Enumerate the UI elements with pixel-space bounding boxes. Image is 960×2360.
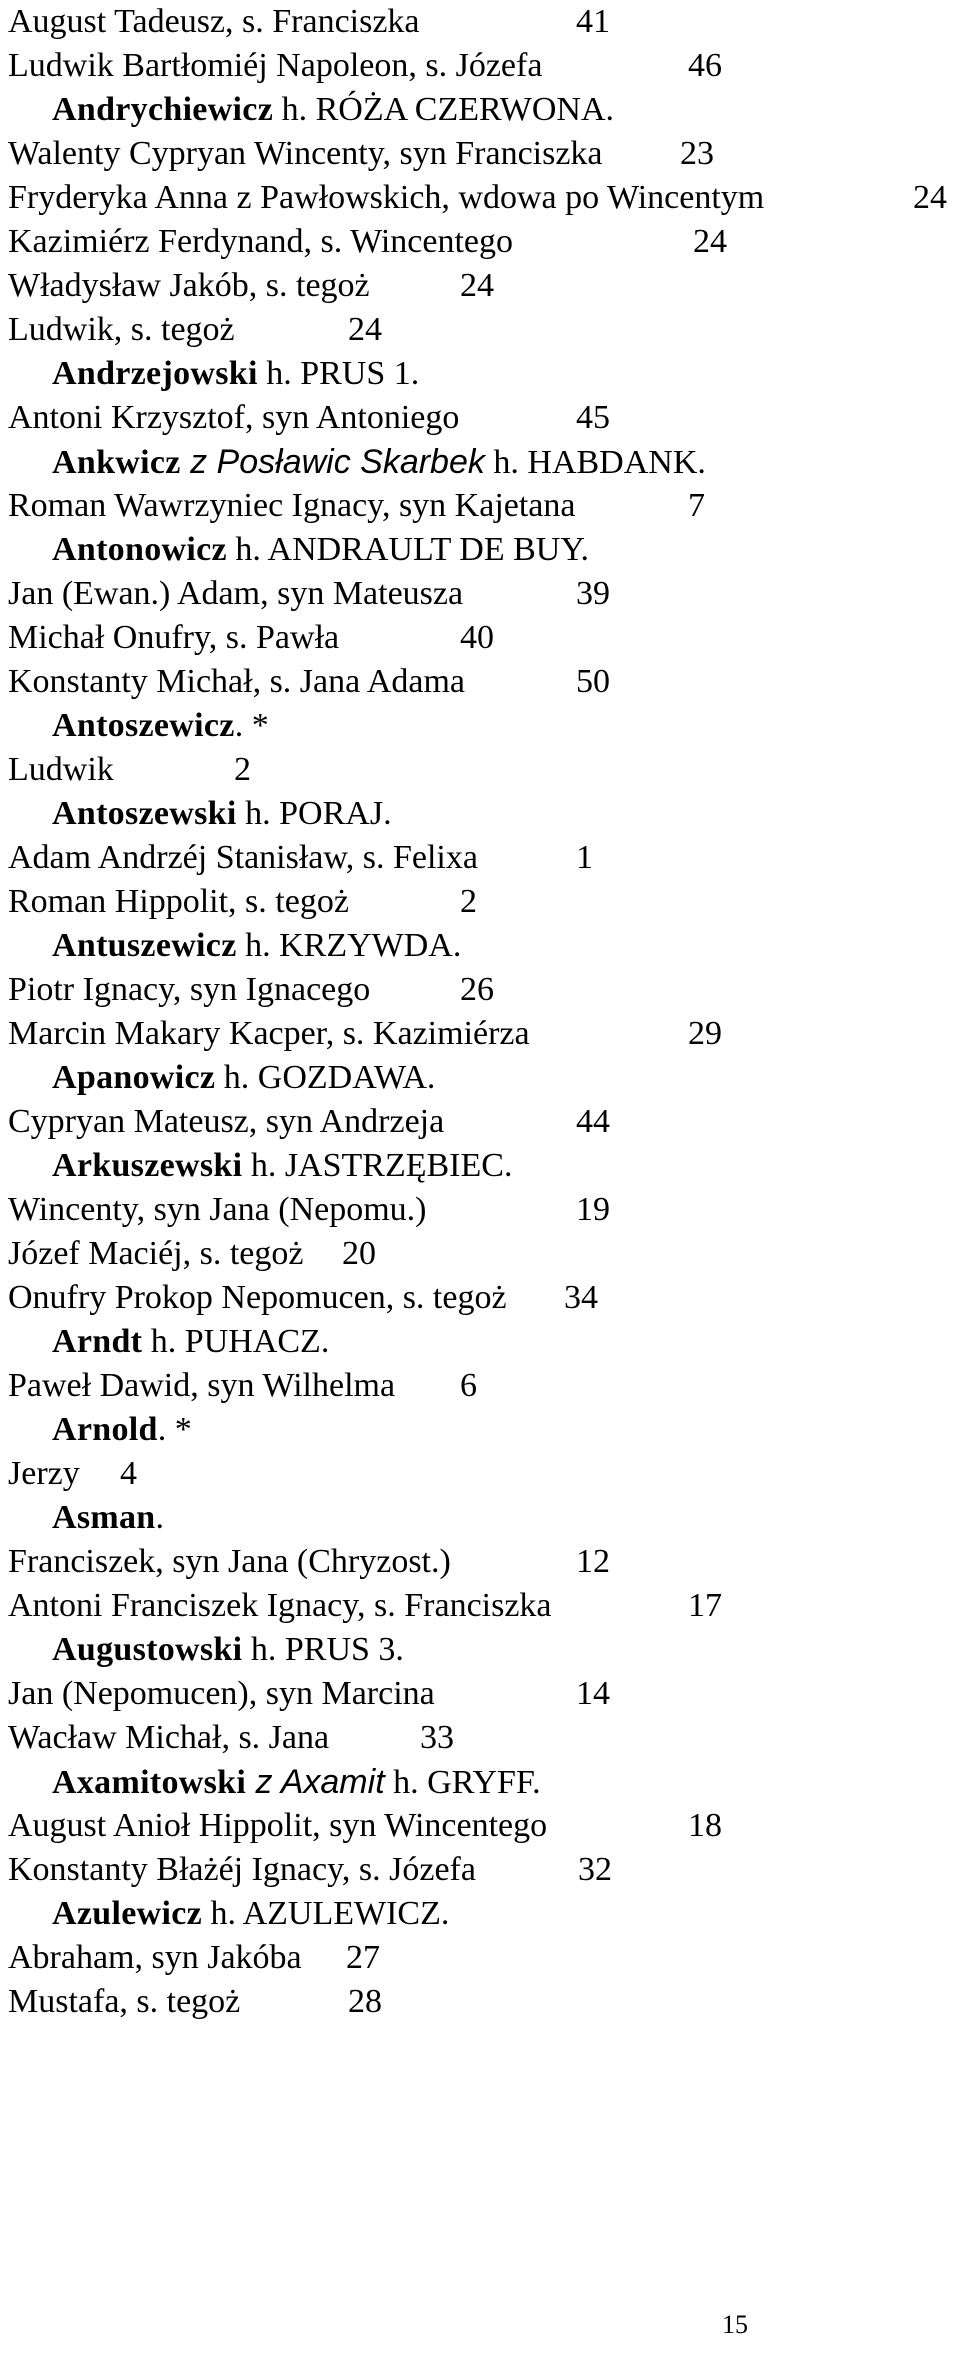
- person-age: 2: [460, 883, 477, 920]
- person-age: 50: [576, 663, 610, 700]
- person-name: Ludwik: [8, 751, 114, 788]
- person-name: Jan (Ewan.) Adam, syn Mateusza: [8, 575, 464, 612]
- person-age: 41: [576, 3, 610, 40]
- person-name: Roman Wawrzyniec Ignacy, syn Kajetana: [8, 487, 576, 524]
- family-surname: Azulewicz: [52, 1895, 202, 1932]
- family-alias: z Posławic Skarbek: [180, 443, 485, 481]
- person-age: 46: [688, 47, 722, 84]
- heading-suffix: . *: [234, 707, 269, 744]
- person-name: Michał Onufry, s. Pawła: [8, 619, 340, 656]
- family-surname: Antuszewicz: [52, 927, 237, 964]
- person-name: Władysław Jakób, s. tegoż: [8, 267, 370, 304]
- person-name: Paweł Dawid, syn Wilhelma: [8, 1367, 396, 1404]
- family-heading: [52, 704, 960, 748]
- person-age: 17: [688, 1587, 722, 1624]
- coat-of-arms: h. HABDANK.: [484, 444, 706, 481]
- person-name: Fryderyka Anna z Pawłowskich, wdowa po Wincentym: [8, 179, 765, 216]
- person-name: August Anioł Hippolit, syn Wincentego: [8, 1807, 548, 1844]
- family-alias: z Axamit: [246, 1763, 385, 1801]
- person-name: Onufry Prokop Nepomucen, s. tegoż: [8, 1279, 507, 1316]
- person-name: Ludwik Bartłomiéj Napoleon, s. Józefa: [8, 47, 543, 84]
- family-heading: [52, 1320, 960, 1364]
- family-heading: [52, 1144, 960, 1188]
- coat-of-arms: h. ANDRAULT DE BUY.: [226, 531, 589, 568]
- person-name: Józef Maciéj, s. tegoż: [8, 1235, 304, 1272]
- heading-suffix: . *: [157, 1411, 192, 1448]
- family-heading: [52, 792, 960, 836]
- person-name: August Tadeusz, s. Franciszka: [8, 3, 420, 40]
- family-surname: Antoszewicz: [52, 707, 235, 744]
- person-name: Franciszek, syn Jana (Chryzost.): [8, 1543, 451, 1580]
- person-name: Marcin Makary Kacper, s. Kazimiérza: [8, 1015, 530, 1052]
- person-age: 24: [460, 267, 494, 304]
- family-surname: Arkuszewski: [52, 1147, 243, 1184]
- person-name: Jerzy: [8, 1455, 80, 1492]
- family-surname: Asman: [52, 1499, 156, 1536]
- family-heading: [52, 1408, 960, 1452]
- person-name: Kazimiérz Ferdynand, s. Wincentego: [8, 223, 514, 260]
- coat-of-arms: h. AZULEWICZ.: [201, 1895, 450, 1932]
- coat-of-arms: h. JASTRZĘBIEC.: [242, 1147, 513, 1184]
- person-name: Walenty Cypryan Wincenty, syn Franciszka: [8, 135, 603, 172]
- person-age: 18: [688, 1807, 722, 1844]
- family-surname: Andrzejowski: [52, 355, 258, 392]
- person-age: 2: [234, 751, 251, 788]
- person-name: Wincenty, syn Jana (Nepomu.): [8, 1191, 427, 1228]
- person-name: Wacław Michał, s. Jana: [8, 1719, 330, 1756]
- person-age: 6: [460, 1367, 477, 1404]
- family-heading: [52, 352, 960, 396]
- person-age: 28: [348, 1983, 382, 2020]
- person-age: 34: [564, 1279, 598, 1316]
- person-age: 27: [346, 1939, 380, 1976]
- person-age: 40: [460, 619, 494, 656]
- family-heading: [52, 1760, 960, 1805]
- coat-of-arms: h. GRYFF.: [384, 1764, 541, 1801]
- person-age: 39: [576, 575, 610, 612]
- person-age: 19: [576, 1191, 610, 1228]
- coat-of-arms: h. PRUS 1.: [257, 355, 420, 392]
- family-heading: [52, 924, 960, 968]
- family-surname: Arnold: [52, 1411, 158, 1448]
- person-name: Antoni Krzysztof, syn Antoniego: [8, 399, 460, 436]
- person-age: 24: [913, 179, 947, 216]
- person-age: 23: [680, 135, 714, 172]
- family-heading: [52, 1892, 960, 1936]
- person-age: 1: [576, 839, 593, 876]
- person-age: 32: [578, 1851, 612, 1888]
- coat-of-arms: h. GOZDAWA.: [215, 1059, 436, 1096]
- person-name: Adam Andrzéj Stanisław, s. Felixa: [8, 839, 478, 876]
- family-surname: Apanowicz: [52, 1059, 216, 1096]
- coat-of-arms: h. PUHACZ.: [142, 1323, 330, 1360]
- person-age: 4: [120, 1455, 137, 1492]
- family-heading: [52, 1056, 960, 1100]
- coat-of-arms: h. RÓŻA CZERWONA.: [273, 91, 615, 128]
- family-heading: [52, 1496, 960, 1540]
- coat-of-arms: h. PORAJ.: [236, 795, 392, 832]
- person-name: Antoni Franciszek Ignacy, s. Franciszka: [8, 1587, 552, 1624]
- family-surname: Axamitowski: [52, 1764, 247, 1801]
- family-surname: Augustowski: [52, 1631, 243, 1668]
- person-name: Konstanty Błażéj Ignacy, s. Józefa: [8, 1851, 476, 1888]
- family-surname: Andrychiewicz: [52, 91, 274, 128]
- person-age: 26: [460, 971, 494, 1008]
- heading-suffix: .: [155, 1499, 165, 1536]
- person-name: Cypryan Mateusz, syn Andrzeja: [8, 1103, 445, 1140]
- person-name: Roman Hippolit, s. tegoż: [8, 883, 349, 920]
- family-heading: [52, 440, 960, 485]
- family-surname: Antonowicz: [52, 531, 227, 568]
- family-surname: Antoszewski: [52, 795, 237, 832]
- family-heading: [52, 1628, 960, 1672]
- coat-of-arms: h. PRUS 3.: [242, 1631, 404, 1668]
- person-name: Jan (Nepomucen), syn Marcina: [8, 1675, 435, 1712]
- person-age: 7: [688, 487, 705, 524]
- person-name: Konstanty Michał, s. Jana Adama: [8, 663, 466, 700]
- family-heading: [52, 528, 960, 572]
- family-surname: Arndt: [52, 1323, 143, 1360]
- person-name: Piotr Ignacy, syn Ignacego: [8, 971, 371, 1008]
- person-age: 24: [348, 311, 382, 348]
- person-age: 29: [688, 1015, 722, 1052]
- person-name: Mustafa, s. tegoż: [8, 1983, 241, 2020]
- person-age: 24: [693, 223, 727, 260]
- person-name: Abraham, syn Jakóba: [8, 1939, 302, 1976]
- coat-of-arms: h. KRZYWDA.: [236, 927, 462, 964]
- person-age: 20: [342, 1235, 376, 1272]
- person-age: 45: [576, 399, 610, 436]
- page-number: 15: [722, 2310, 748, 2339]
- person-age: 14: [576, 1675, 610, 1712]
- family-surname: Ankwicz: [52, 444, 181, 481]
- person-age: 44: [576, 1103, 610, 1140]
- family-heading: [52, 88, 960, 132]
- person-name: Ludwik, s. tegoż: [8, 311, 235, 348]
- person-age: 12: [576, 1543, 610, 1580]
- person-age: 33: [420, 1719, 454, 1756]
